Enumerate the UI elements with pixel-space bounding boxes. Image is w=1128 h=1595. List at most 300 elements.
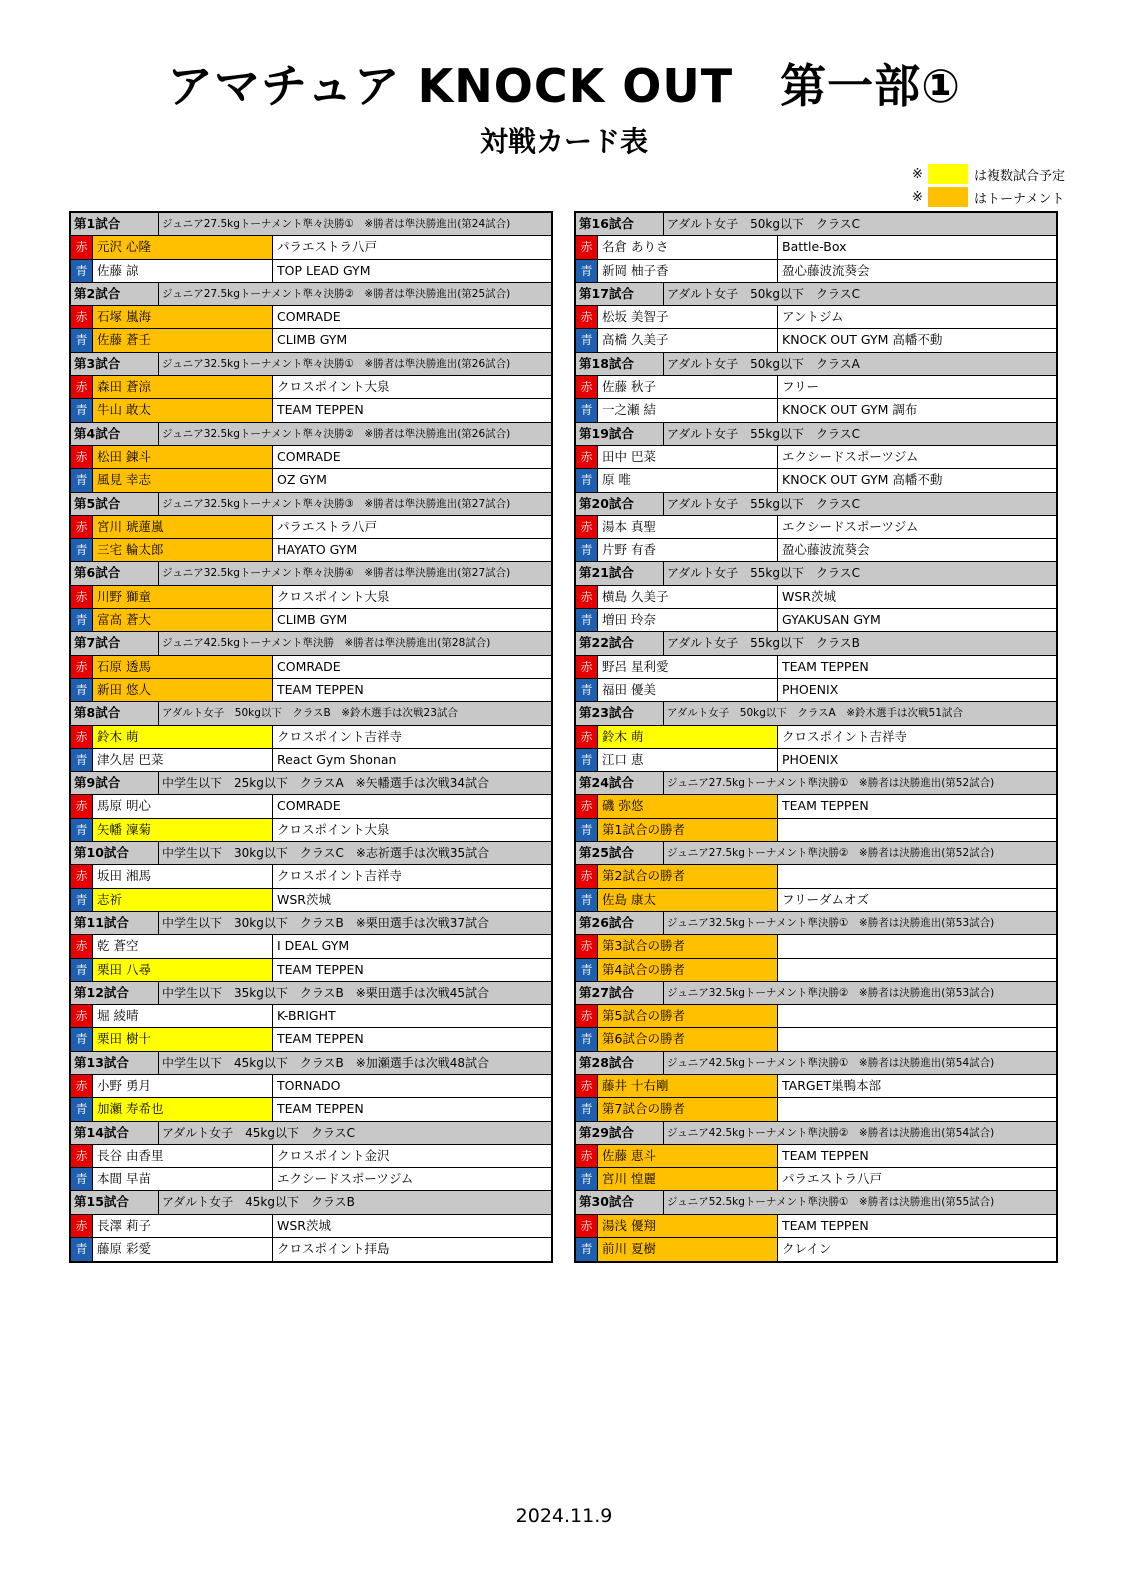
fighter-name: 矢幡 凜菊 [93,819,273,841]
fighter-name: 佐藤 蒼壬 [93,329,273,351]
fighter-gym: PHOENIX [782,751,839,767]
corner-blue-badge: 青 [71,1238,93,1261]
fighter-name: 小野 勇月 [93,1075,273,1097]
fighter-row-blue [71,1168,551,1191]
bout-number: 第4試合 [71,423,159,445]
bout-number: 第22試合 [576,632,664,654]
fighter-row-blue [71,749,551,772]
bout-number: 第1試合 [71,213,159,235]
fighter-gym: パラエストラ八戸 [277,239,378,255]
corner-blue-badge: 青 [71,399,93,421]
fighter-gym: パラエストラ八戸 [277,518,378,534]
fighter-row-blue [71,609,551,632]
bout-category: ジュニア27.5kgトーナメント準々決勝① ※勝者は準決勝進出(第24試合) [162,218,511,230]
corner-blue-badge: 青 [71,609,93,631]
bout-header [576,772,1056,795]
corner-red-badge: 赤 [71,446,93,468]
fighter-name: 松坂 美智子 [598,306,778,328]
bout-category: ジュニア42.5kgトーナメント準決勝 ※勝者は準決勝進出(第28試合) [162,637,491,650]
fighter-gym: PHOENIX [782,681,839,697]
fighter-gym: WSR茨城 [277,1217,331,1233]
bout-header [71,353,551,376]
bout-header [71,493,551,516]
bout-header [71,283,551,306]
fighter-gym: TEAM TEPPEN [277,1101,364,1117]
bout-number: 第25試合 [576,842,664,864]
corner-blue-badge: 青 [71,1028,93,1050]
bout-number: 第19試合 [576,423,664,445]
corner-red-badge: 赤 [576,1145,598,1167]
bout-header [576,423,1056,446]
fighter-gym: エクシードスポーツジム [277,1171,414,1187]
bout-category: アダルト女子 50kg以下 クラスC [667,286,861,301]
fighter-row-blue [576,609,1056,632]
bout-number: 第3試合 [71,353,159,375]
fighter-name: 本間 早苗 [93,1168,273,1190]
corner-red-badge: 赤 [576,726,598,748]
fighter-name: 森田 蒼涼 [93,376,273,398]
corner-blue-badge: 青 [576,1028,598,1050]
corner-red-badge: 赤 [71,306,93,328]
fighter-gym [778,1028,1056,1050]
fighter-name: 第4試合の勝者 [598,959,778,981]
bout-header [576,493,1056,516]
corner-blue-badge: 青 [576,749,598,771]
bout-category: ジュニア27.5kgトーナメント準決勝② ※勝者は決勝進出(第52試合) [667,847,995,860]
fighter-gym: クロスポイント大泉 [277,588,390,604]
fighter-row-blue [576,1028,1056,1051]
corner-blue-badge: 青 [71,819,93,841]
bout-category: アダルト女子 50kg以下 クラスA ※鈴木選手は次戦51試合 [667,707,963,720]
bout-number: 第13試合 [71,1052,159,1074]
fighter-gym: TEAM TEPPEN [277,1031,364,1047]
corner-red-badge: 赤 [71,516,93,538]
fighter-row-red [71,376,551,399]
fighter-name: 富高 蒼大 [93,609,273,631]
corner-red-badge: 赤 [71,795,93,817]
fighter-row-red [71,446,551,469]
fighter-name: 風見 幸志 [93,469,273,491]
bout-number: 第30試合 [576,1191,664,1213]
fighter-name: 第3試合の勝者 [598,935,778,957]
fighter-gym: OZ GYM [277,472,327,488]
corner-blue-badge: 青 [71,959,93,981]
corner-red-badge: 赤 [576,586,598,608]
fighter-gym: クロスポイント金沢 [277,1147,390,1163]
corner-blue-badge: 青 [71,539,93,561]
bout-number: 第27試合 [576,982,664,1004]
corner-red-badge: 赤 [576,236,598,258]
fighter-gym: K-BRIGHT [277,1008,336,1024]
fighter-row-red [71,795,551,818]
corner-blue-badge: 青 [576,539,598,561]
fighter-gym: COMRADE [277,798,341,814]
fighter-row-blue [71,819,551,842]
corner-red-badge: 赤 [576,1215,598,1237]
fighter-row-red [71,935,551,958]
fighter-gym: 盈心藤波流葵会 [782,262,870,278]
bout-category: ジュニア32.5kgトーナメント準々決勝② ※勝者は準決勝進出(第26試合) [162,427,511,440]
fighter-gym: React Gym Shonan [277,751,397,767]
corner-blue-badge: 青 [576,819,598,841]
bout-header [576,353,1056,376]
bout-category: 中学生以下 25kg以下 クラスA ※矢幡選手は次戦34試合 [162,776,490,791]
fighter-name: 宮川 琥蓮嵐 [93,516,273,538]
bout-header [71,213,551,236]
fighter-gym: COMRADE [277,658,341,674]
bout-number: 第17試合 [576,283,664,305]
bout-number: 第15試合 [71,1191,159,1213]
bout-category: アダルト女子 50kg以下 クラスB ※鈴木選手は次戦23試合 [162,707,458,720]
fighter-name: 堀 綾晴 [93,1005,273,1027]
fighter-gym: クロスポイント吉祥寺 [277,728,403,744]
fighter-name: 馬原 明心 [93,795,273,817]
fighter-name: 加瀬 寿希也 [93,1098,273,1120]
fighter-row-blue [576,399,1056,422]
legend-tournament [912,186,1112,208]
legend-multiple-bouts [912,163,1112,185]
legend-mark: ※ [912,166,923,182]
fighter-row-red [576,935,1056,958]
corner-blue-badge: 青 [576,679,598,701]
fighter-name: 川野 獅童 [93,586,273,608]
bout-header [71,423,551,446]
bout-category: アダルト女子 55kg以下 クラスB [667,636,860,651]
bout-header [576,1191,1056,1214]
fighter-row-red [71,516,551,539]
fighter-gym: フリーダムオズ [782,891,869,907]
fighter-name: 湯浅 優翔 [598,1215,778,1237]
fighter-name: 坂田 湘馬 [93,865,273,887]
bout-number: 第28試合 [576,1052,664,1074]
corner-red-badge: 赤 [71,726,93,748]
fighter-name: 田中 巴菜 [598,446,778,468]
fighter-row-red [71,865,551,888]
bout-header [71,912,551,935]
fighter-gym: TEAM TEPPEN [277,961,364,977]
fighter-name: 佐藤 恵斗 [598,1145,778,1167]
fighter-gym: クロスポイント大泉 [277,379,390,395]
fighter-gym: クロスポイント拝島 [277,1241,390,1257]
fighter-row-red [576,236,1056,259]
fighter-row-blue [576,329,1056,352]
corner-blue-badge: 青 [576,469,598,491]
fighter-gym: KNOCK OUT GYM 調布 [782,402,918,418]
bout-header [576,283,1056,306]
fighter-row-red [71,1215,551,1238]
fighter-name: 長谷 由香里 [93,1145,273,1167]
corner-blue-badge: 青 [71,679,93,701]
fighter-gym: エクシードスポーツジム [782,448,919,464]
bout-category: アダルト女子 55kg以下 クラスC [667,496,861,511]
corner-red-badge: 赤 [71,376,93,398]
corner-blue-badge: 青 [71,260,93,282]
bout-number: 第7試合 [71,632,159,654]
fighter-row-blue [576,1168,1056,1191]
fighter-name: 乾 蒼空 [93,935,273,957]
bout-number: 第10試合 [71,842,159,864]
bout-number: 第11試合 [71,912,159,934]
bout-category: ジュニア52.5kgトーナメント準決勝① ※勝者は決勝進出(第55試合) [667,1196,995,1209]
fighter-gym: TEAM TEPPEN [782,798,869,814]
corner-red-badge: 赤 [576,1005,598,1027]
fighter-row-blue [71,469,551,492]
corner-blue-badge: 青 [576,889,598,911]
legend-mark: ※ [912,189,923,205]
fighter-row-blue [576,1238,1056,1261]
bout-header [71,1122,551,1145]
fighter-gym: WSR茨城 [782,588,836,604]
fighter-row-blue [576,260,1056,283]
bout-category: ジュニア32.5kgトーナメント準決勝② ※勝者は決勝進出(第53試合) [667,986,995,999]
corner-red-badge: 赤 [71,1005,93,1027]
fighter-gym: TEAM TEPPEN [782,1217,869,1233]
fighter-row-blue [576,889,1056,912]
bout-number: 第26試合 [576,912,664,934]
corner-red-badge: 赤 [71,1075,93,1097]
corner-red-badge: 赤 [71,586,93,608]
fighter-gym: クレイン [782,1241,832,1257]
fighter-name: 宮川 惶麗 [598,1168,778,1190]
fighter-gym: TORNADO [277,1077,341,1093]
fighter-name: 元沢 心隆 [93,236,273,258]
fighter-name: 津久居 巴菜 [93,749,273,771]
corner-blue-badge: 青 [71,889,93,911]
fighter-row-red [576,1145,1056,1168]
fighter-name: 佐藤 秋子 [598,376,778,398]
fighter-row-red [576,1215,1056,1238]
bout-category: ジュニア32.5kgトーナメント準々決勝③ ※勝者は準決勝進出(第27試合) [162,497,511,510]
fighter-gym: TARGET巣鴨本部 [782,1077,882,1093]
fighter-row-red [576,376,1056,399]
corner-blue-badge: 青 [576,1168,598,1190]
legend-swatch-yellow [928,164,968,184]
bout-number: 第14試合 [71,1122,159,1144]
bout-number: 第21試合 [576,562,664,584]
fighter-row-red [71,586,551,609]
fighter-name: 前川 夏樹 [598,1238,778,1261]
fighter-gym: WSR茨城 [277,891,331,907]
corner-red-badge: 赤 [576,795,598,817]
fighter-row-blue [71,889,551,912]
fighter-name: 栗田 八尋 [93,959,273,981]
fighter-row-red [576,1005,1056,1028]
fighter-gym: フリー [782,379,820,395]
bout-number: 第24試合 [576,772,664,794]
fighter-gym: COMRADE [277,448,341,464]
fighter-name: 高橋 久美子 [598,329,778,351]
bout-header [576,213,1056,236]
corner-red-badge: 赤 [71,1145,93,1167]
fighter-row-red [576,446,1056,469]
bout-category: ジュニア27.5kgトーナメント準決勝① ※勝者は決勝進出(第52試合) [667,777,995,790]
fighter-row-blue [71,959,551,982]
bout-category: アダルト女子 55kg以下 クラスC [667,426,861,441]
corner-red-badge: 赤 [576,935,598,957]
fighter-gym: HAYATO GYM [277,542,358,558]
fighter-gym: I DEAL GYM [277,938,350,954]
bout-category: アダルト女子 50kg以下 クラスC [667,217,861,231]
fighter-row-blue [71,1238,551,1261]
legend-text: はトーナメント [974,191,1065,207]
fighter-row-blue [576,819,1056,842]
corner-red-badge: 赤 [576,306,598,328]
fighter-gym: TEAM TEPPEN [782,1147,869,1163]
corner-blue-badge: 青 [576,609,598,631]
fighter-name: 第2試合の勝者 [598,865,778,887]
bout-header [576,702,1056,725]
fighter-row-blue [576,469,1056,492]
fighter-name: 石塚 嵐海 [93,306,273,328]
corner-red-badge: 赤 [576,865,598,887]
corner-blue-badge: 青 [576,959,598,981]
corner-blue-badge: 青 [576,1098,598,1120]
bout-header [71,702,551,725]
fighter-row-red [576,306,1056,329]
fighter-name: 第1試合の勝者 [598,819,778,841]
corner-red-badge: 赤 [576,516,598,538]
corner-blue-badge: 青 [576,329,598,351]
fighter-name: 名倉 ありさ [598,236,778,258]
fighter-row-red [576,586,1056,609]
bout-column-right [574,211,1058,1263]
bout-category: 中学生以下 30kg以下 クラスB ※栗田選手は次戦37試合 [162,915,490,930]
fighter-row-red [71,1145,551,1168]
fighter-row-blue [71,539,551,562]
fighter-name: 片野 有香 [598,539,778,561]
bout-category: ジュニア27.5kgトーナメント準々決勝② ※勝者は準決勝進出(第25試合) [162,287,511,300]
fighter-row-blue [576,959,1056,982]
bout-header [71,1191,551,1214]
fighter-row-blue [71,1098,551,1121]
bout-header [71,1052,551,1075]
fighter-name: 新岡 柚子香 [598,260,778,282]
bout-header [71,632,551,655]
bout-category: 中学生以下 30kg以下 クラスC ※志祈選手は次戦35試合 [162,846,490,861]
bout-number: 第18試合 [576,353,664,375]
corner-red-badge: 赤 [576,446,598,468]
corner-blue-badge: 青 [576,260,598,282]
fighter-gym: エクシードスポーツジム [782,518,919,534]
corner-red-badge: 赤 [576,656,598,678]
bout-number: 第5試合 [71,493,159,515]
corner-red-badge: 赤 [576,376,598,398]
legend-swatch-orange [928,187,968,207]
fighter-row-blue [71,399,551,422]
fighter-name: 第5試合の勝者 [598,1005,778,1027]
bout-category: ジュニア32.5kgトーナメント準々決勝④ ※勝者は準決勝進出(第27試合) [162,567,511,580]
fighter-gym: 盈心藤波流葵会 [782,542,870,558]
fighter-row-blue [71,679,551,702]
fighter-row-red [576,865,1056,888]
fighter-gym: TEAM TEPPEN [277,681,364,697]
fighter-name: 新田 悠人 [93,679,273,701]
fighter-name: 鈴木 萌 [598,726,778,748]
bout-number: 第2試合 [71,283,159,305]
fighter-row-red [71,1005,551,1028]
document-date: 2024.11.9 [515,1505,613,1527]
fighter-gym [778,959,1056,981]
fighter-row-red [576,795,1056,818]
bout-header [576,842,1056,865]
fighter-gym: GYAKUSAN GYM [782,612,881,628]
fighter-name: 志祈 [93,889,273,911]
fighter-name: 牛山 敢太 [93,399,273,421]
fighter-row-red [71,656,551,679]
fighter-row-red [71,1075,551,1098]
fighter-gym: クロスポイント吉祥寺 [782,728,908,744]
fighter-gym [778,865,1056,887]
fighter-name: 石原 透馬 [93,656,273,678]
bout-number: 第6試合 [71,562,159,584]
corner-red-badge: 赤 [71,1215,93,1237]
fighter-name: 増田 玲奈 [598,609,778,631]
fighter-gym: アントジム [782,309,844,325]
fighter-row-red [71,726,551,749]
fighter-name: 長澤 莉子 [93,1215,273,1237]
fighter-row-red [576,656,1056,679]
fighter-gym [778,1005,1056,1027]
fighter-gym [778,819,1056,841]
fighter-name: 佐島 康太 [598,889,778,911]
corner-red-badge: 赤 [576,1075,598,1097]
fighter-name: 松田 錬斗 [93,446,273,468]
fighter-row-red [576,1075,1056,1098]
bout-category: アダルト女子 50kg以下 クラスA [667,356,860,371]
bout-number: 第23試合 [576,702,664,724]
bout-header [576,562,1056,585]
corner-blue-badge: 青 [71,1168,93,1190]
fighter-gym: CLIMB GYM [277,332,348,348]
fighter-row-blue [71,1028,551,1051]
bout-number: 第12試合 [71,982,159,1004]
legend-text: は複数試合予定 [974,168,1066,184]
fighter-name: 磯 弥悠 [598,795,778,817]
corner-blue-badge: 青 [71,1098,93,1120]
fighter-gym: CLIMB GYM [277,612,348,628]
corner-blue-badge: 青 [71,469,93,491]
page-title: アマチュア KNOCK OUT 第一部① [166,59,962,113]
bout-category: ジュニア32.5kgトーナメント準決勝① ※勝者は決勝進出(第53試合) [667,916,995,929]
corner-red-badge: 赤 [71,865,93,887]
corner-blue-badge: 青 [71,329,93,351]
bout-header [576,912,1056,935]
fighter-gym: パラエストラ八戸 [782,1171,883,1187]
bout-category: 中学生以下 45kg以下 クラスB ※加瀬選手は次戦48試合 [162,1055,490,1070]
bout-category: アダルト女子 45kg以下 クラスB [162,1195,355,1210]
bout-header [71,772,551,795]
bout-category: アダルト女子 55kg以下 クラスC [667,566,861,581]
fighter-row-red [576,726,1056,749]
fighter-name: 藤原 彩愛 [93,1238,273,1261]
bout-header [71,562,551,585]
fighter-row-blue [71,329,551,352]
bout-column-left [69,211,553,1263]
fighter-gym: クロスポイント吉祥寺 [277,868,403,884]
bout-category: ジュニア42.5kgトーナメント準決勝② ※勝者は決勝進出(第54試合) [667,1126,995,1139]
fighter-row-red [71,306,551,329]
bout-header [71,982,551,1005]
fighter-row-blue [576,1098,1056,1121]
bout-number: 第9試合 [71,772,159,794]
bout-number: 第8試合 [71,702,159,724]
fighter-gym: TEAM TEPPEN [782,658,869,674]
fighter-gym [778,1098,1056,1120]
fighter-row-blue [71,260,551,283]
bout-header [576,982,1056,1005]
fighter-row-red [71,236,551,259]
bout-category: ジュニア32.5kgトーナメント準々決勝① ※勝者は準決勝進出(第26試合) [162,357,511,370]
